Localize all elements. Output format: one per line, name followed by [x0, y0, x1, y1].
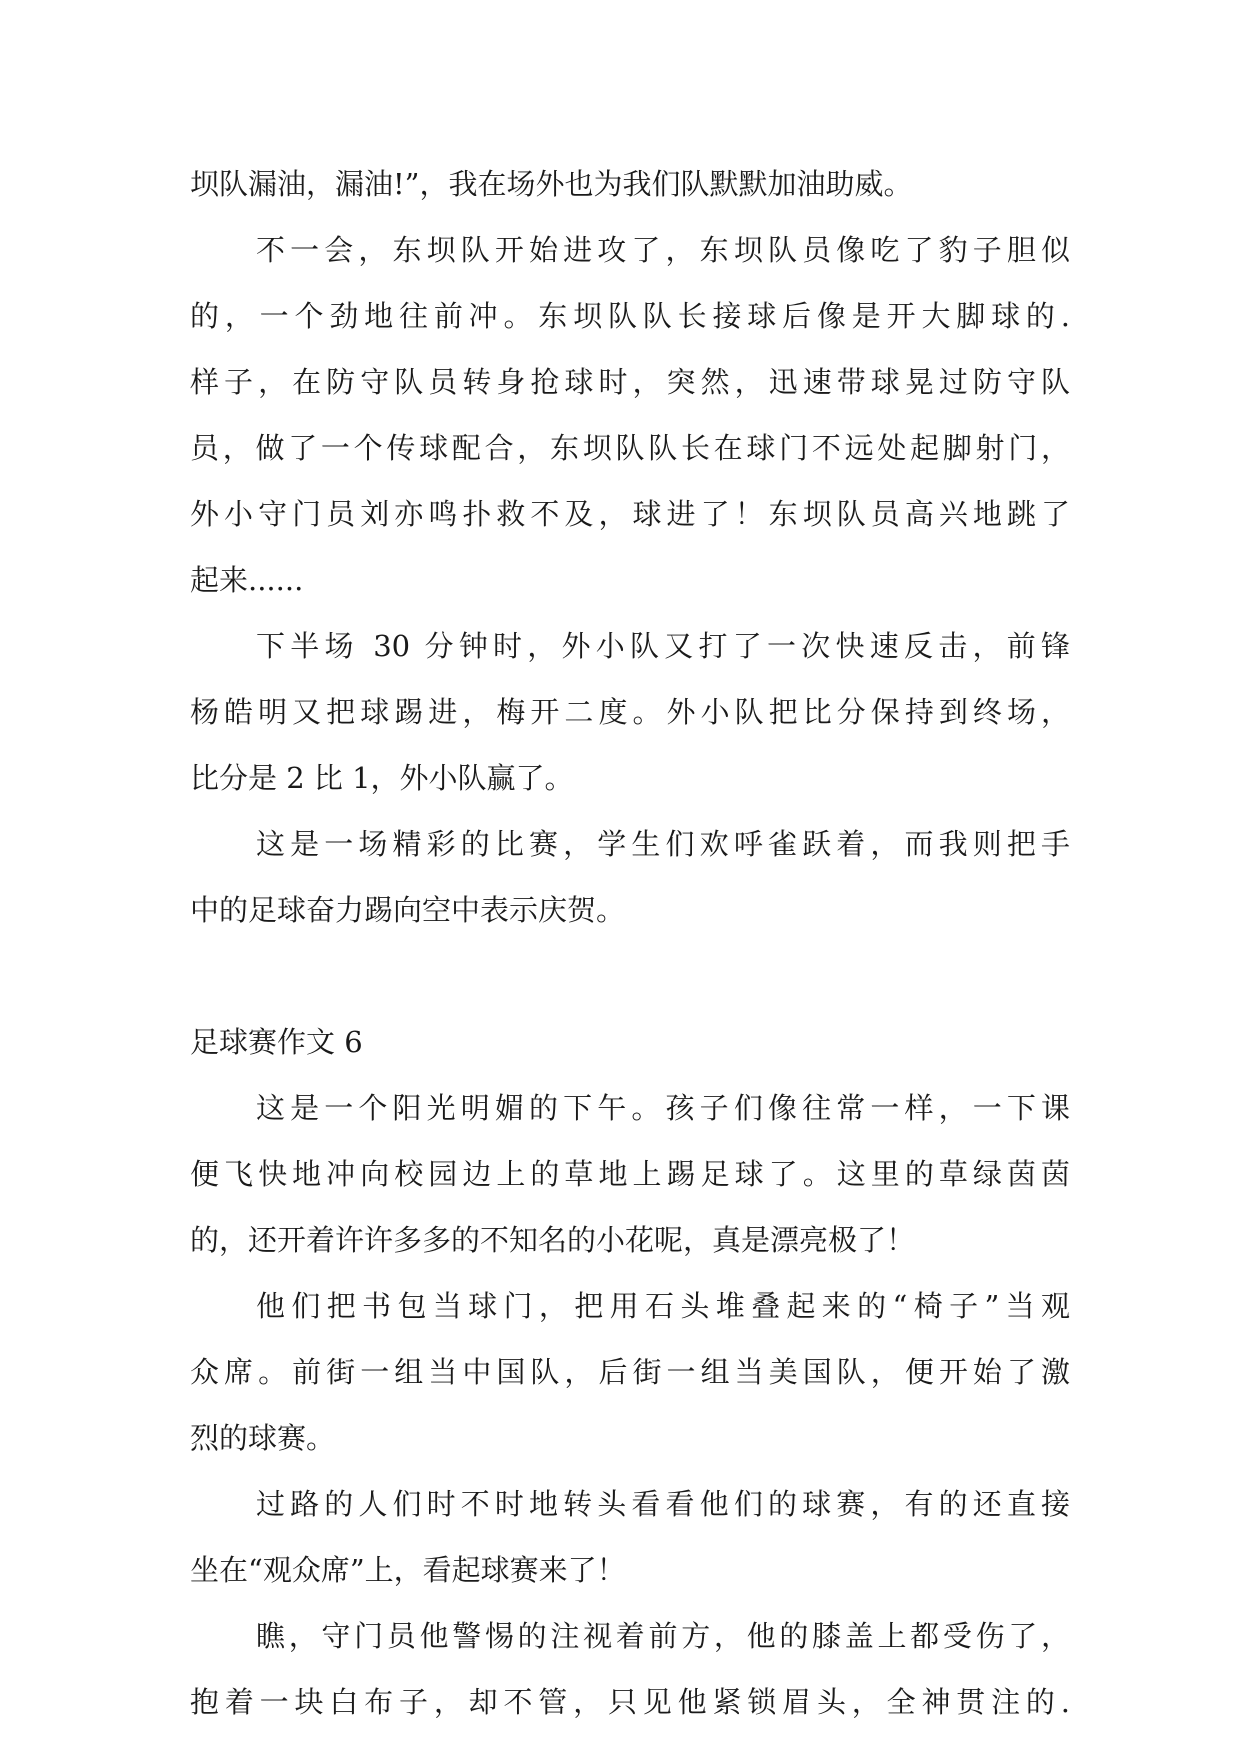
section-title: 足球赛作文 6 [190, 1025, 363, 1059]
paragraph-line: 的，还开着许许多多的不知名的小花呢，真是漂亮极了！ [190, 1223, 916, 1257]
paragraph-line: 不一会，东坝队开始进攻了，东坝队员像吃了豹子胆似 [256, 233, 1070, 267]
paragraph-line: 烈的球赛。 [190, 1421, 336, 1455]
paragraph-line: 员，做了一个传球配合，东坝队队长在球门不远处起脚射门， [190, 431, 1070, 465]
paragraph-line: 下半场 30 分钟时，外小队又打了一次快速反击，前锋 [256, 629, 1070, 663]
paragraph-line: 抱着一块白布子，却不管，只见他紧锁眉头，全神贯注的. [190, 1685, 1070, 1719]
paragraph-line: 众席。前街一组当中国队，后街一组当美国队，便开始了激 [190, 1355, 1070, 1389]
paragraph-line: 外小守门员刘亦鸣扑救不及，球进了！东坝队员高兴地跳了 [190, 497, 1070, 531]
paragraph-line: 过路的人们时不时地转头看看他们的球赛，有的还直接 [256, 1487, 1070, 1521]
paragraph-line: 杨皓明又把球踢进，梅开二度。外小队把比分保持到终场， [190, 695, 1070, 729]
paragraph-line: 的，一个劲地往前冲。东坝队队长接球后像是开大脚球的. [190, 299, 1070, 333]
paragraph-line: 他们把书包当球门，把用石头堆叠起来的“椅子”当观 [256, 1289, 1070, 1323]
paragraph-line: 比分是 2 比 1，外小队赢了。 [190, 761, 574, 795]
paragraph-line: 坐在“观众席”上，看起球赛来了！ [190, 1553, 626, 1587]
paragraph-line: 这是一场精彩的比赛，学生们欢呼雀跃着，而我则把手 [256, 827, 1070, 861]
paragraph-line: 中的足球奋力踢向空中表示庆贺。 [190, 893, 626, 927]
paragraph-line: 起来...... [190, 563, 304, 597]
paragraph-line: 便飞快地冲向校园边上的草地上踢足球了。这里的草绿茵茵 [190, 1157, 1070, 1191]
paragraph-line: 样子，在防守队员转身抢球时，突然，迅速带球晃过防守队 [190, 365, 1070, 399]
paragraph-line: 这是一个阳光明媚的下午。孩子们像往常一样，一下课 [256, 1091, 1070, 1125]
paragraph-line: 坝队漏油，漏油!”，我在场外也为我们队默默加油助威。 [190, 167, 913, 201]
paragraph-line: 瞧，守门员他警惕的注视着前方，他的膝盖上都受伤了， [256, 1619, 1070, 1653]
